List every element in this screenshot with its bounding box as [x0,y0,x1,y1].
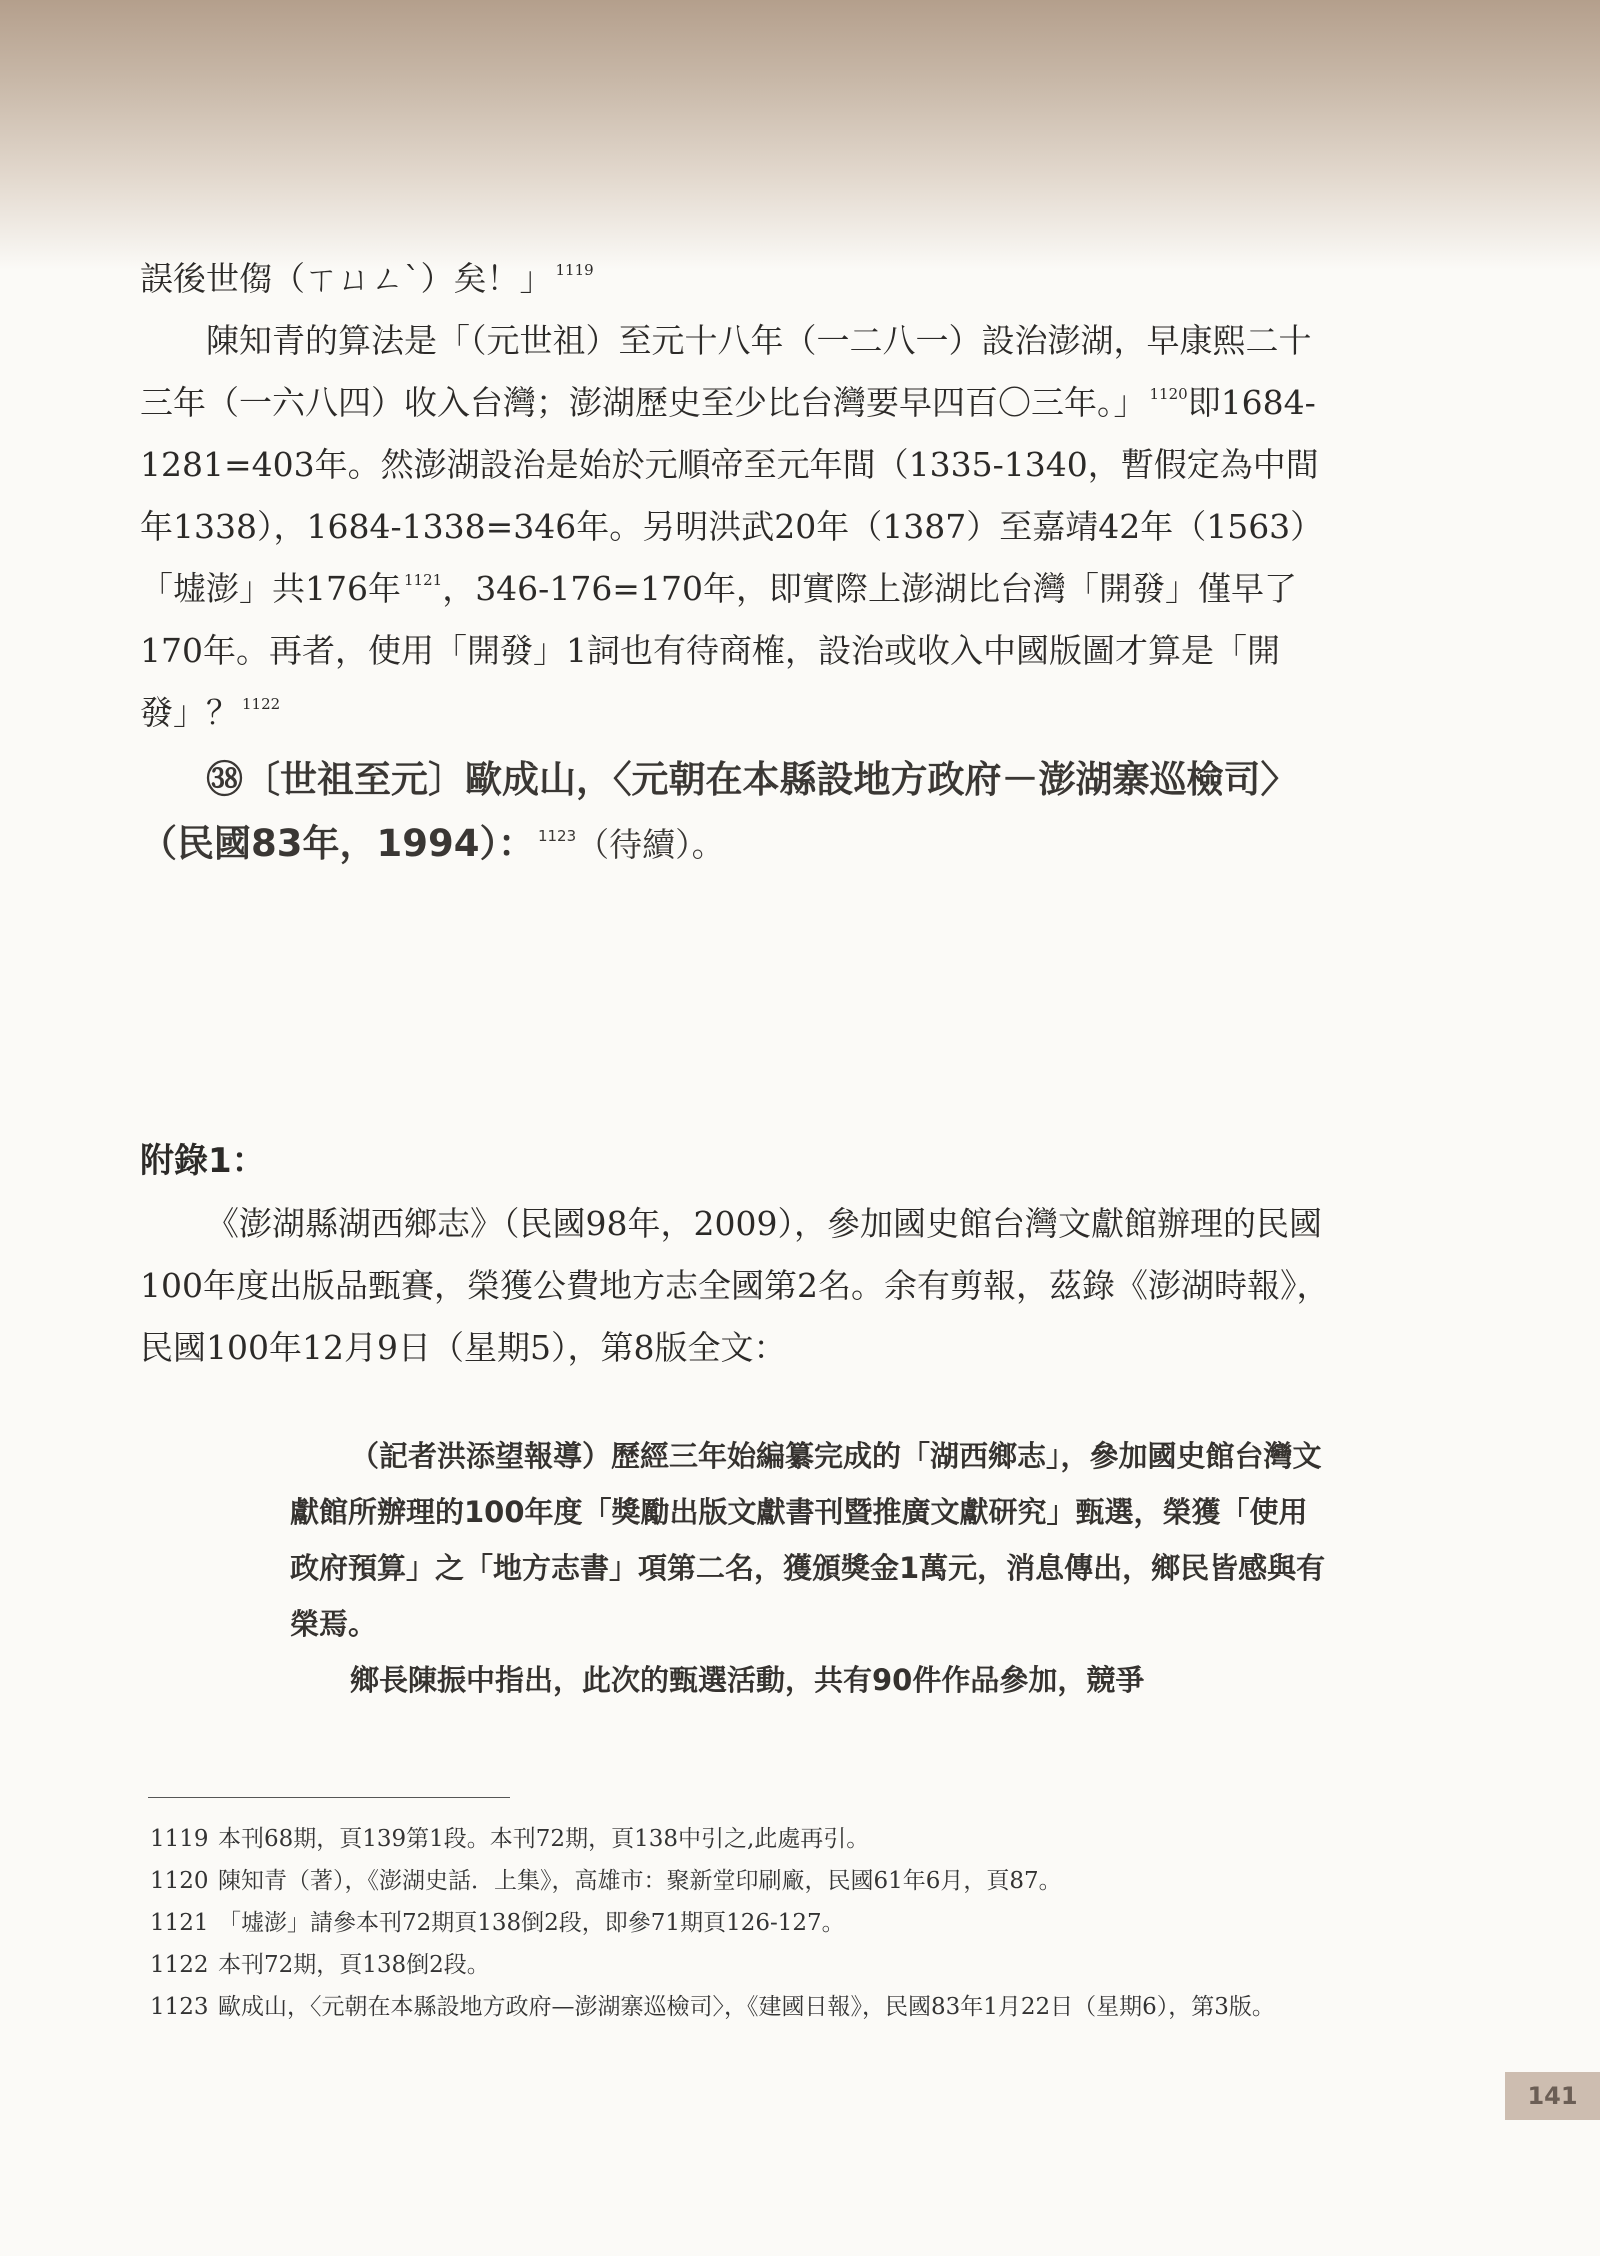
footnote-ref-1123[interactable]: 1123 [537,827,577,845]
footnote-1122: 1122 本刊72期，頁138倒2段。 [150,1952,490,1978]
footnote-ref-1122[interactable]: 1122 [242,695,281,713]
quote-paragraph-2: 鄉長陳振中指出，此次的甄選活動，共有90件作品參加，競爭 [350,1663,1145,1697]
footnote-ref-1121[interactable]: 1121 [404,571,443,589]
paragraph-continuation: 誤後世㑳（ㄒㄩㄥˋ）矣！」 $^{1119}$ [140,259,594,298]
item-38-heading: ㊳〔世祖至元〕歐成山，〈元朝在本縣設地方政府－澎湖寨巡檢司〉（民國83年，1994）： $^{1123}$（待續）。 [140,758,1298,865]
footnote-1123: 1123 歐成山，〈元朝在本縣設地方政府—澎湖寨巡檢司〉，《建國日報》，民國83年1月22日（星期6），第3版。 [150,1994,1275,2020]
footnote-1121: 1121 「墟澎」請參本刊72期頁138倒2段，即參71期頁126-127。 [150,1910,845,1936]
page-number: 141 [1505,2072,1600,2120]
paragraph-chen-zhiqing: 陳知青的算法是「（元世祖）至元十八年（一二八一）設治澎湖，早康熙二十三年（一六八四）收入台灣；澎湖歷史至少比台灣要早四百〇三年。」 $^{1120}$即1684-1281=403年。然澎湖設治是始於元順帝至元年間（1335-1340，暫假定為中間年1338），1684-1338=346年。另明洪武20年（1387）至嘉靖42年（1563）「墟澎」共176年 $^{1121}$，346-176=170年，即實際上澎湖比台灣「開發」僅早了170年。再者，使用「開發」1詞也有待商榷，設治或收入中國版圖才算是「開發」？ $^{1122}$ [140,321,1324,732]
footnote-ref-1119[interactable]: 1119 [555,261,594,279]
footnote-1119: 1119 本刊68期，頁139第1段。本刊72期，頁138中引之,此處再引。 [150,1826,870,1852]
footnotes [150,1818,1340,2028]
appendix-intro: 《澎湖縣湖西鄉志》（民國98年，2009），參加國史館台灣文獻館辦理的民國100年度出版品甄賽，榮獲公費地方志全國第2名。余有剪報，茲錄《澎湖時報》，民國100年12月9日（星期5），第8版全文： [140,1204,1330,1367]
quote-paragraph-1: （記者洪添望報導）歷經三年始編纂完成的「湖西鄉志」，參加國史館台灣文獻館所辦理的100年度「獎勵出版文獻書刊暨推廣文獻研究」甄選，榮獲「使用政府預算」之「地方志書」項第二名，獲頒獎金1萬元，消息傳出，鄉民皆感與有榮焉。 [290,1439,1326,1641]
newspaper-quote [290,1428,1335,1708]
footnote-divider [148,1797,510,1798]
appendix-heading: 附錄1： [140,1141,266,1181]
footnote-1120: 1120 陳知青（著），《澎湖史話．上集》，高雄市：聚新堂印刷廠，民國61年6月，頁87。 [150,1868,1062,1894]
footnote-ref-1120[interactable]: 1120 [1149,385,1188,403]
